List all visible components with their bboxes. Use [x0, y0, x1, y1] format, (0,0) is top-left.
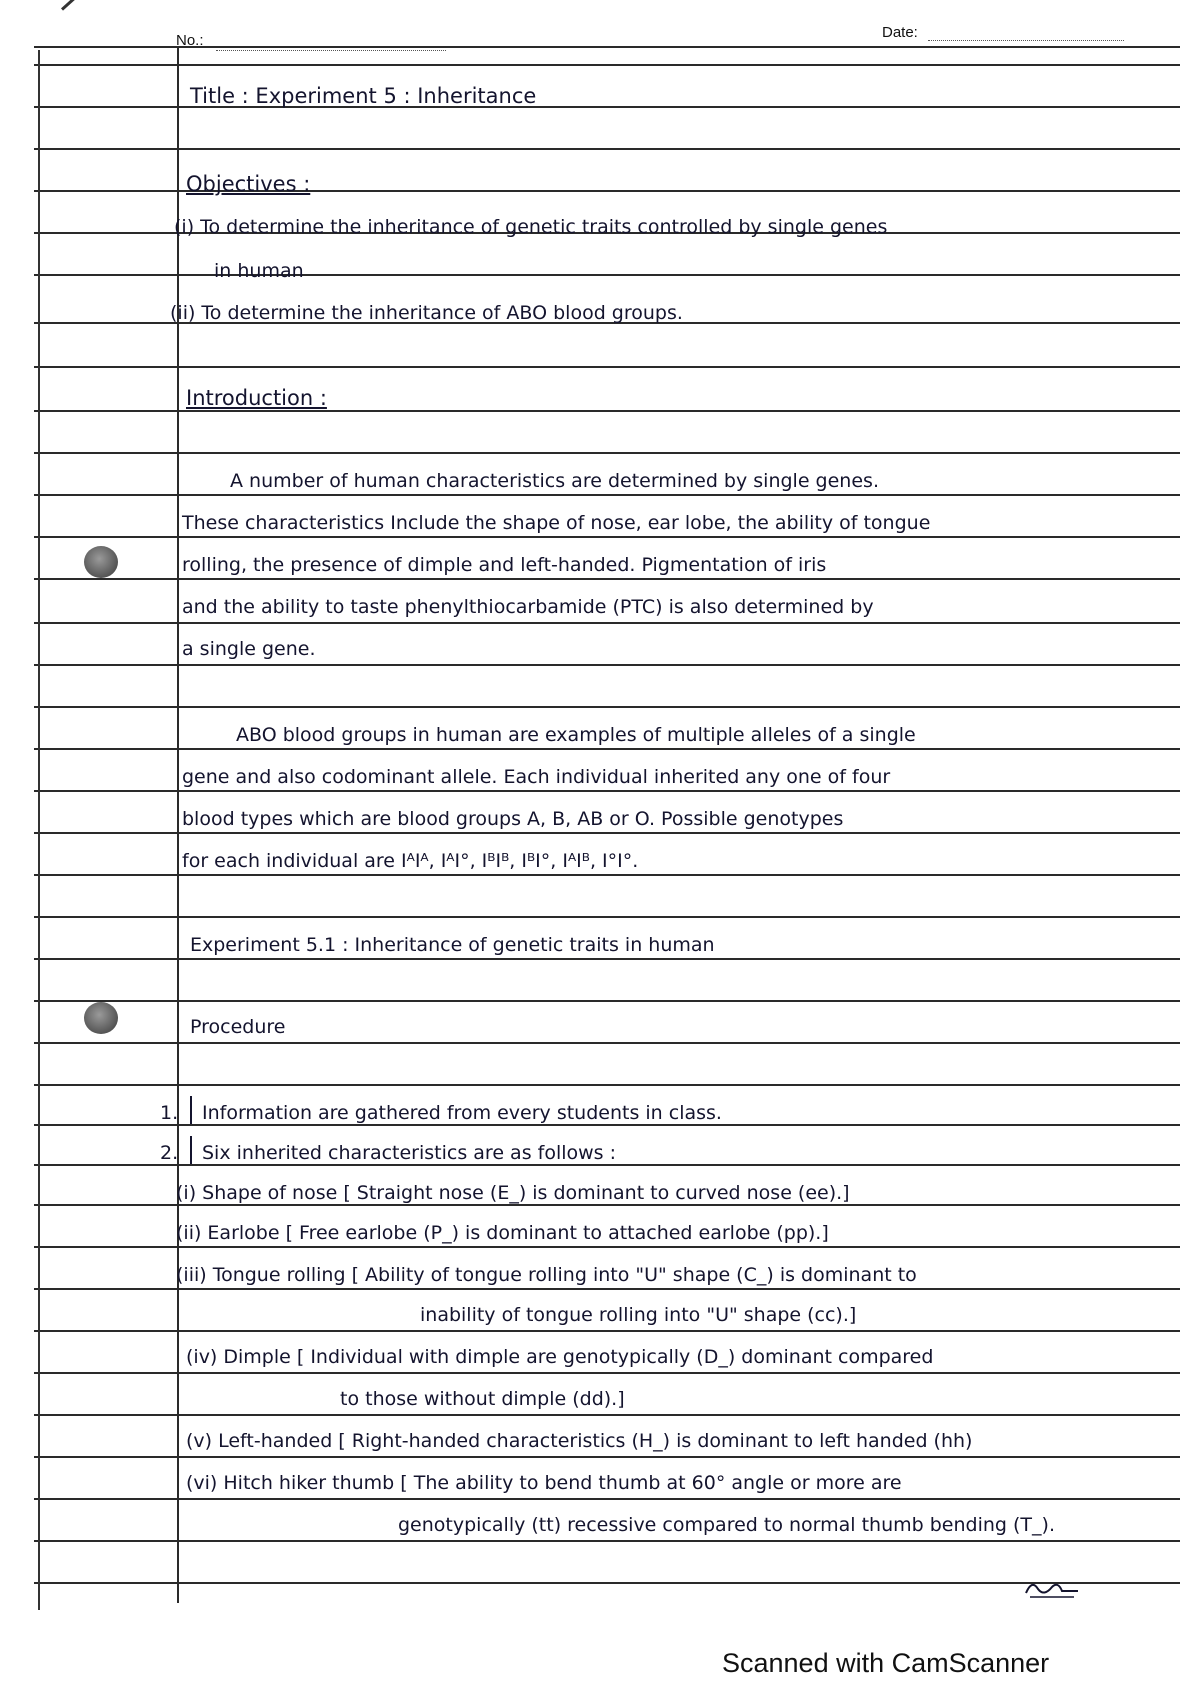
objective-2: (ii) To determine the inheritance of ABO blood groups.: [170, 302, 683, 324]
ruled-line: [34, 1204, 1180, 1206]
ruled-line: [34, 1042, 1180, 1044]
date-label: Date:: [882, 24, 918, 41]
scanner-watermark: Scanned with CamScanner: [722, 1648, 1050, 1678]
ruled-line: [34, 832, 1180, 834]
objectives-heading: Objectives :: [186, 172, 311, 196]
ruled-line: [34, 706, 1180, 708]
ruled-line: [34, 578, 1180, 580]
procedure-heading: Procedure: [190, 1016, 286, 1038]
ruled-line: [34, 916, 1180, 918]
number-label: No.:: [176, 32, 204, 49]
ruled-line: [34, 1084, 1180, 1086]
trait-left-handed: (v) Left-handed [ Right-handed characteristics (H_) is dominant to left handed (hh): [186, 1430, 973, 1452]
step-text: Six inherited characteristics are as follows :: [202, 1142, 617, 1164]
ruled-line: [34, 1372, 1180, 1374]
intro-para1-line: A number of human characteristics are determined by single genes.: [230, 470, 879, 492]
step-bar: [190, 1096, 192, 1124]
intro-para1-line: rolling, the presence of dimple and left-handed. Pigmentation of iris: [182, 554, 827, 576]
ruled-line: [34, 536, 1180, 538]
ruled-line: [34, 494, 1180, 496]
ruled-line: [34, 1000, 1180, 1002]
binder-hole: [84, 546, 118, 578]
ruled-line: [34, 410, 1180, 412]
binder-hole: [84, 1002, 118, 1034]
page-title: Title : Experiment 5 : Inheritance: [190, 84, 537, 108]
ruled-line: [34, 46, 1180, 48]
ruled-line: [34, 452, 1180, 454]
ruled-line: [34, 1288, 1180, 1290]
intro-para2-line: ABO blood groups in human are examples of multiple alleles of a single: [236, 724, 916, 746]
page-edge: [38, 50, 40, 1610]
ruled-line: [34, 64, 1180, 66]
trait-tongue-rolling: (iii) Tongue rolling [ Ability of tongue rolling into "U" shape (C_) is dominant to: [176, 1264, 917, 1286]
step-text: Information are gathered from every students in class.: [202, 1102, 722, 1124]
intro-para2-line: for each individual are IᴬIᴬ, IᴬI°, IᴮIᴮ, IᴮI°, IᴬIᴮ, I°I°.: [182, 850, 639, 872]
ruled-line: [34, 664, 1180, 666]
ruled-line: [34, 1498, 1180, 1500]
ruled-line: [34, 1246, 1180, 1248]
margin-line: [177, 48, 179, 1603]
signature-scribble: [1022, 1575, 1082, 1601]
ruled-line: [34, 1414, 1180, 1416]
introduction-heading: Introduction :: [186, 386, 327, 410]
step-bar: [190, 1136, 192, 1164]
ruled-line: [34, 1124, 1180, 1126]
ruled-line: [34, 274, 1180, 276]
ruled-line: [34, 148, 1180, 150]
trait-dimple: (iv) Dimple [ Individual with dimple are genotypically (D_) dominant compared: [186, 1346, 934, 1368]
trait-earlobe: (ii) Earlobe [ Free earlobe (P_) is dominant to attached earlobe (pp).]: [176, 1222, 829, 1244]
trait-dimple-cont: to those without dimple (dd).]: [340, 1388, 625, 1410]
intro-para2-line: blood types which are blood groups A, B, AB or O. Possible genotypes: [182, 808, 844, 830]
number-blank: [216, 50, 446, 51]
objective-1-cont: in human: [214, 260, 304, 282]
ruled-line: [34, 1582, 1180, 1584]
ruled-line: [34, 622, 1180, 624]
ruled-line: [34, 366, 1180, 368]
pen-mark: [61, 0, 100, 11]
ruled-line: [34, 1164, 1180, 1166]
step-number: 1.: [160, 1102, 179, 1124]
ruled-line: [34, 748, 1180, 750]
ruled-line: [34, 958, 1180, 960]
date-blank: [928, 40, 1124, 41]
intro-para1-line: These characteristics Include the shape of nose, ear lobe, the ability of tongue: [182, 512, 931, 534]
ruled-line: [34, 874, 1180, 876]
step-number: 2.: [160, 1142, 179, 1164]
objective-1: (i) To determine the inheritance of genetic traits controlled by single genes: [174, 216, 888, 238]
intro-para1-line: a single gene.: [182, 638, 316, 660]
ruled-line: [34, 1540, 1180, 1542]
trait-hitch-hiker-thumb: (vi) Hitch hiker thumb [ The ability to bend thumb at 60° angle or more are: [186, 1472, 902, 1494]
intro-para2-line: gene and also codominant allele. Each individual inherited any one of four: [182, 766, 891, 788]
trait-tongue-rolling-cont: inability of tongue rolling into "U" shape (cc).]: [420, 1304, 857, 1326]
intro-para1-line: and the ability to taste phenylthiocarbamide (PTC) is also determined by: [182, 596, 874, 618]
ruled-line: [34, 1330, 1180, 1332]
trait-hitch-hiker-thumb-cont: genotypically (tt) recessive compared to normal thumb bending (T_).: [398, 1514, 1055, 1536]
experiment-heading: Experiment 5.1 : Inheritance of genetic traits in human: [190, 934, 715, 956]
ruled-line: [34, 1456, 1180, 1458]
trait-nose: (i) Shape of nose [ Straight nose (E_) is dominant to curved nose (ee).]: [176, 1182, 850, 1204]
ruled-line: [34, 790, 1180, 792]
